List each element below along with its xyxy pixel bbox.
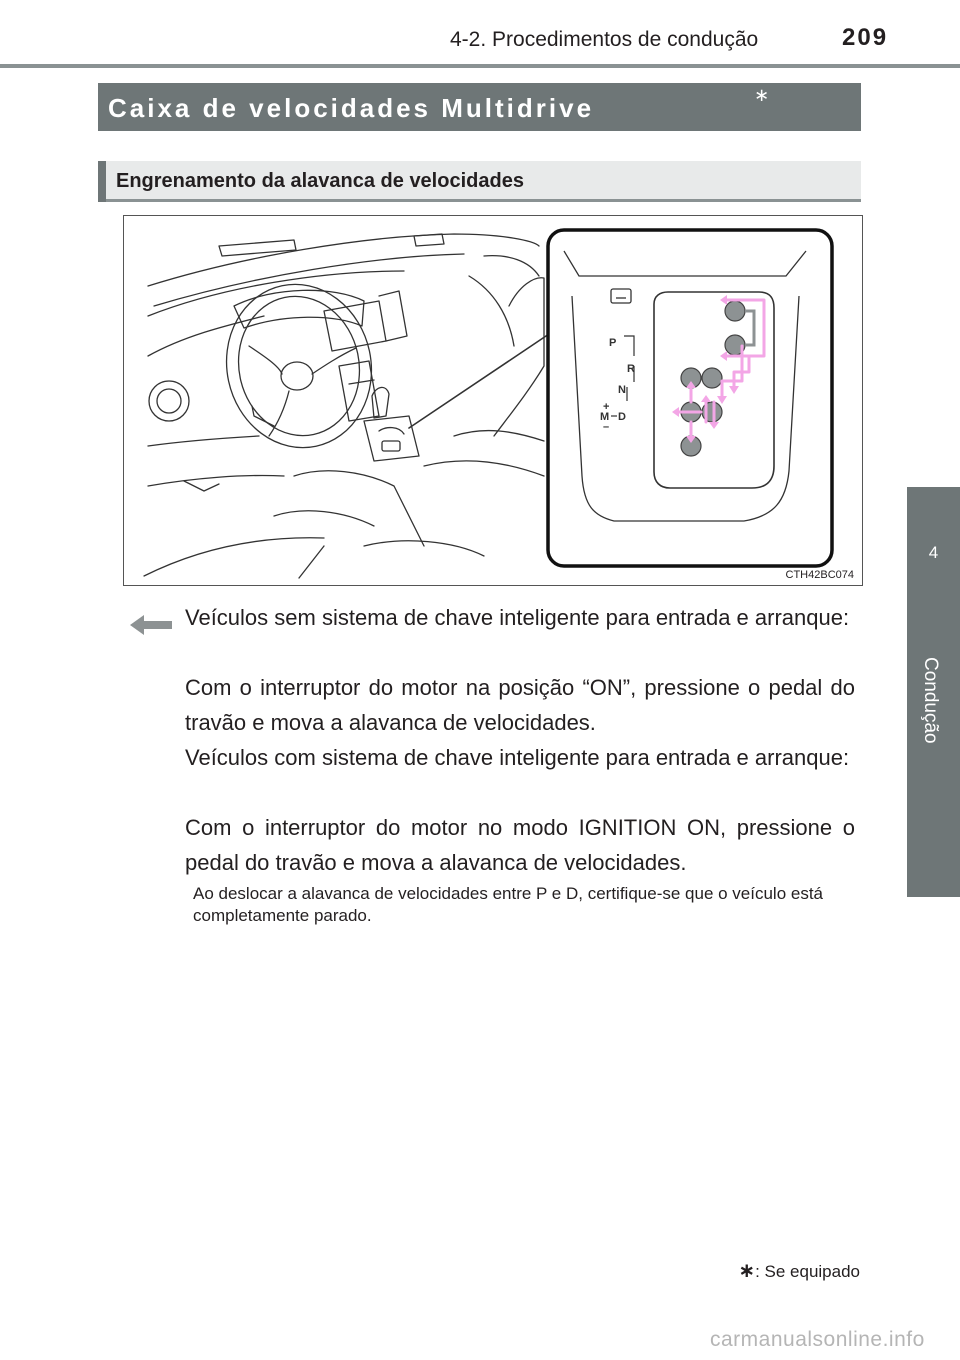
gate-label-n: N [618, 384, 626, 396]
gate-label-m: M [600, 411, 610, 423]
footnote-marker: ∗ [738, 1260, 756, 1282]
gate-position-n [702, 368, 722, 388]
chapter-label: Condução [920, 657, 941, 744]
para1-text: Com o interruptor do motor na posição “ON”, pressione o pedal do travão e mova a alavanca de velocidades. [185, 675, 855, 735]
footnote [738, 1258, 860, 1283]
subsection-title: Engrenamento da alavanca de velocidades [116, 170, 524, 192]
paragraph-arrow-icon [130, 615, 172, 635]
gate-label-minus: – [603, 421, 610, 433]
para2-heading: Veículos com sistema de chave inteligente para entrada e arranque: [185, 745, 850, 770]
figure-code: CTH42BC074 [785, 569, 854, 581]
shift-lever-illustration [123, 215, 863, 586]
watermark: carmanualsonline.info [710, 1328, 925, 1351]
subsection-accent [98, 161, 106, 202]
section-title-bar [98, 83, 861, 131]
safety-note: Ao deslocar a alavanca de velocidades entre P e D, certifique-se que o veículo está completamente parado. [193, 884, 824, 925]
page-number: 209 [842, 24, 889, 51]
gate-label-plus: + [603, 401, 610, 413]
para1-heading: Veículos sem sistema de chave inteligente para entrada e arranque: [185, 605, 850, 630]
section-title: Caixa de velocidades Multidrive [108, 93, 595, 123]
gate-label-p: P [609, 337, 617, 349]
gate-label-d: D [618, 411, 626, 423]
header-divider [0, 64, 960, 68]
gate-label-r: R [627, 363, 635, 375]
equipped-marker: ∗ [754, 85, 770, 105]
subsection-title-bar [98, 161, 861, 202]
running-header-section: 4-2. Procedimentos de condução [450, 28, 759, 51]
chapter-number: 4 [928, 543, 939, 562]
para2-text: Com o interruptor do motor no modo IGNITION ON, pressione o pedal do travão e mova a alavanca de velocidades. [185, 815, 855, 875]
car-interior-drawing [124, 216, 862, 585]
footnote-text: : Se equipado [755, 1262, 860, 1281]
gate-position-p [725, 301, 745, 321]
chapter-side-tab [907, 487, 960, 897]
